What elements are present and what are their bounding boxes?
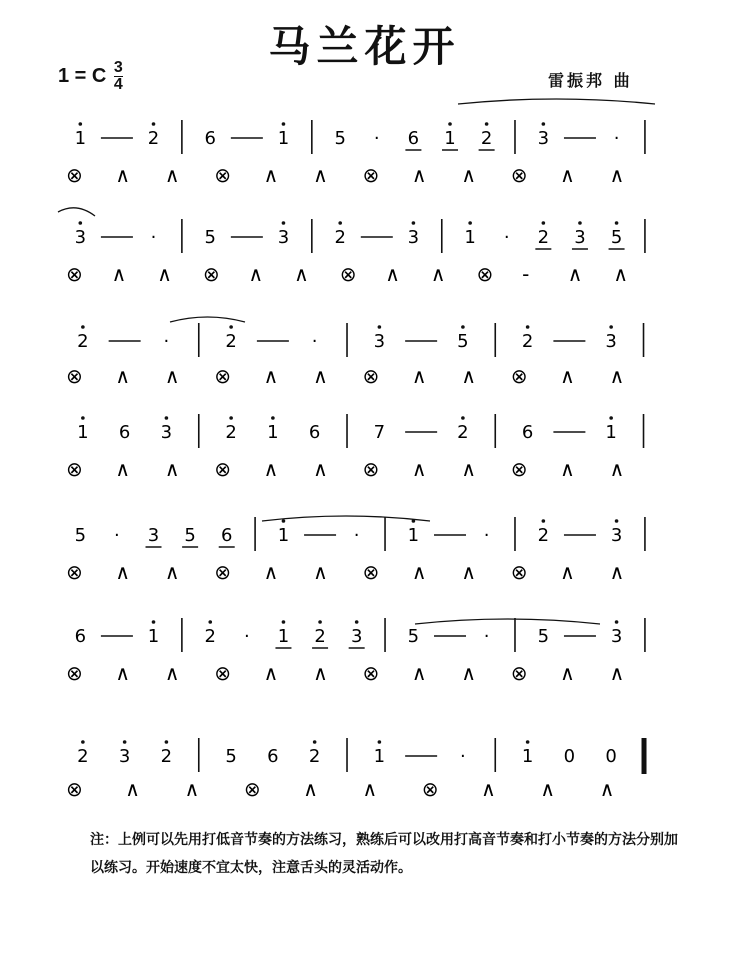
note: 1 xyxy=(407,525,420,546)
augmentation-dot: · xyxy=(503,227,510,248)
high-stroke-mark: ∧ xyxy=(313,163,328,187)
note: 6 xyxy=(74,626,87,647)
high-octave-dot xyxy=(152,122,156,126)
note: 5 xyxy=(204,227,216,248)
low-stroke-mark: ⊗ xyxy=(510,163,528,187)
augmentation-dot: · xyxy=(163,331,170,352)
note: 5 xyxy=(74,525,87,546)
high-octave-dot xyxy=(81,416,85,420)
high-stroke-mark: ∧ xyxy=(248,262,264,286)
augmentation-dot: · xyxy=(483,525,490,546)
high-stroke-mark: ∧ xyxy=(461,457,476,481)
note: 2 xyxy=(334,227,346,248)
high-stroke-mark: ∧ xyxy=(157,262,172,286)
high-stroke-mark: ∧ xyxy=(461,560,476,584)
note: 1 xyxy=(74,128,87,149)
high-stroke-mark: ∧ xyxy=(560,163,575,187)
augmentation-dot: · xyxy=(243,626,250,647)
high-stroke-mark: ∧ xyxy=(609,457,625,481)
low-stroke-mark: ⊗ xyxy=(66,457,83,481)
note: 2 xyxy=(537,525,550,546)
note: 5 xyxy=(225,746,237,767)
high-stroke-mark: ∧ xyxy=(609,364,625,388)
notation-row xyxy=(66,517,645,584)
augmentation-dot: · xyxy=(114,525,120,546)
note: 3 xyxy=(160,422,173,443)
low-stroke-mark: ⊗ xyxy=(214,163,232,187)
high-stroke-mark: ∧ xyxy=(164,560,180,584)
high-stroke-mark: ∧ xyxy=(294,262,309,286)
high-stroke-mark: ∧ xyxy=(263,364,279,388)
high-octave-dot xyxy=(542,122,546,126)
high-octave-dot xyxy=(81,740,85,744)
high-stroke-mark: ∧ xyxy=(303,777,318,801)
note: 1 xyxy=(147,626,160,647)
note: 1 xyxy=(77,422,89,443)
note: 6 xyxy=(204,128,216,149)
high-octave-dot xyxy=(615,519,619,523)
augmentation-dot: · xyxy=(311,331,318,352)
score-title: 马兰花开 xyxy=(268,22,461,71)
high-stroke-mark: ∧ xyxy=(115,560,131,584)
high-stroke-mark: ∧ xyxy=(263,457,279,481)
high-stroke-mark: ∧ xyxy=(461,163,476,187)
note: 2 xyxy=(521,331,534,352)
high-octave-dot xyxy=(81,325,85,329)
high-octave-dot xyxy=(152,620,156,624)
low-stroke-mark: ⊗ xyxy=(510,457,528,481)
high-stroke-mark: ∧ xyxy=(115,364,131,388)
tie-arc xyxy=(170,317,245,322)
high-octave-dot xyxy=(318,620,322,624)
note: 3 xyxy=(574,227,586,248)
high-stroke-mark: ∧ xyxy=(411,560,427,584)
high-stroke-mark: ∧ xyxy=(411,457,427,481)
high-stroke-mark: ∧ xyxy=(313,457,328,481)
note: 5 xyxy=(457,331,469,352)
augmentation-dot: · xyxy=(373,128,380,149)
high-octave-dot xyxy=(165,740,169,744)
low-stroke-mark: ⊗ xyxy=(510,560,528,584)
notation-row xyxy=(66,323,644,388)
note: 2 xyxy=(314,626,326,647)
low-stroke-mark: ⊗ xyxy=(510,661,528,685)
note: 6 xyxy=(308,422,321,443)
note: 6 xyxy=(267,746,279,767)
high-stroke-mark: ∧ xyxy=(411,661,427,685)
low-stroke-mark: ⊗ xyxy=(476,262,494,286)
high-stroke-mark: ∧ xyxy=(313,560,328,584)
augmentation-dot: · xyxy=(150,227,157,248)
low-stroke-mark: ⊗ xyxy=(66,560,83,584)
low-stroke-mark: ⊗ xyxy=(362,163,380,187)
note: 2 xyxy=(160,746,173,767)
note: 6 xyxy=(118,422,131,443)
low-stroke-mark: ⊗ xyxy=(362,560,380,584)
note: 6 xyxy=(521,422,534,443)
high-octave-dot xyxy=(123,740,127,744)
high-stroke-mark: ∧ xyxy=(481,777,496,801)
augmentation-dot: · xyxy=(613,128,620,149)
high-stroke-mark: ∧ xyxy=(115,661,131,685)
high-octave-dot xyxy=(412,221,416,225)
high-stroke-mark: ∧ xyxy=(411,163,427,187)
note: 1 xyxy=(277,128,290,149)
low-stroke-mark: ⊗ xyxy=(214,661,232,685)
low-stroke-mark: ⊗ xyxy=(66,661,83,685)
high-octave-dot xyxy=(229,416,233,420)
high-octave-dot xyxy=(615,221,619,225)
high-stroke-mark: ∧ xyxy=(111,262,127,286)
note: 2 xyxy=(204,626,216,647)
high-stroke-mark: ∧ xyxy=(263,560,279,584)
notation-row xyxy=(66,414,644,481)
notation-row xyxy=(66,618,645,685)
low-stroke-mark: ⊗ xyxy=(66,364,83,388)
note: 3 xyxy=(74,227,87,248)
notation-row xyxy=(66,120,645,187)
note: 5 xyxy=(610,227,623,248)
note: 1 xyxy=(605,422,617,443)
high-stroke-mark: ∧ xyxy=(540,777,556,801)
high-stroke-mark: ∧ xyxy=(461,661,476,685)
note: 3 xyxy=(407,227,420,248)
high-stroke-mark: ∧ xyxy=(560,457,575,481)
time-sig-bottom: 4 xyxy=(113,76,123,93)
high-octave-dot xyxy=(609,416,613,420)
low-stroke-mark: ⊗ xyxy=(510,364,528,388)
high-octave-dot xyxy=(615,620,619,624)
note: 0 xyxy=(563,746,576,767)
note: 1 xyxy=(521,746,534,767)
high-octave-dot xyxy=(461,325,465,329)
high-stroke-mark: ∧ xyxy=(125,777,140,801)
high-stroke-mark: ∧ xyxy=(613,262,629,286)
note: 6 xyxy=(407,128,420,149)
high-stroke-mark: ∧ xyxy=(164,364,180,388)
note: 2 xyxy=(480,128,493,149)
tie-arc xyxy=(415,619,600,624)
high-stroke-mark: - xyxy=(522,262,530,286)
note: 2 xyxy=(225,331,237,352)
time-sig-top: 3 xyxy=(113,59,123,76)
low-stroke-mark: ⊗ xyxy=(66,777,83,801)
high-stroke-mark: ∧ xyxy=(115,457,131,481)
high-stroke-mark: ∧ xyxy=(164,163,180,187)
low-stroke-mark: ⊗ xyxy=(202,262,220,286)
augmentation-dot: · xyxy=(460,746,466,767)
note: 1 xyxy=(464,227,476,248)
note: 2 xyxy=(308,746,321,767)
note: 3 xyxy=(118,746,131,767)
high-stroke-mark: ∧ xyxy=(263,163,279,187)
notation-row xyxy=(66,219,645,286)
high-octave-dot xyxy=(208,620,212,624)
low-stroke-mark: ⊗ xyxy=(214,364,232,388)
note: 1 xyxy=(373,746,386,767)
note: 2 xyxy=(457,422,469,443)
high-stroke-mark: ∧ xyxy=(313,661,328,685)
high-stroke-mark: ∧ xyxy=(313,364,328,388)
high-octave-dot xyxy=(282,221,286,225)
note: 1 xyxy=(277,525,290,546)
high-stroke-mark: ∧ xyxy=(263,661,279,685)
low-stroke-mark: ⊗ xyxy=(362,457,380,481)
note: 5 xyxy=(184,525,196,546)
high-stroke-mark: ∧ xyxy=(560,560,575,584)
high-octave-dot xyxy=(378,740,382,744)
note: 3 xyxy=(350,626,363,647)
note: 3 xyxy=(147,525,160,546)
note: 1 xyxy=(444,128,456,149)
high-octave-dot xyxy=(448,122,452,126)
high-octave-dot xyxy=(355,620,359,624)
low-stroke-mark: ⊗ xyxy=(339,262,357,286)
low-stroke-mark: ⊗ xyxy=(243,777,261,801)
note: 3 xyxy=(373,331,386,352)
high-octave-dot xyxy=(282,519,286,523)
note: 2 xyxy=(225,422,237,443)
note: 0 xyxy=(605,746,617,767)
high-octave-dot xyxy=(79,221,83,225)
high-stroke-mark: ∧ xyxy=(599,777,615,801)
key-label: 1 = C xyxy=(58,64,107,87)
augmentation-dot: · xyxy=(353,525,360,546)
high-stroke-mark: ∧ xyxy=(115,163,131,187)
note: 6 xyxy=(220,525,233,546)
high-octave-dot xyxy=(526,740,530,744)
footnote: 注：上例可以先用打低音节奏的方法练习，熟练后可以改用打高音节奏和打小节奏的方法分别加以练习。开始速度不宜太快，注意舌头的灵活动作。 xyxy=(90,832,678,876)
high-octave-dot xyxy=(271,416,275,420)
note: 2 xyxy=(77,331,89,352)
final-bar-line xyxy=(642,738,647,774)
high-stroke-mark: ∧ xyxy=(567,262,583,286)
high-stroke-mark: ∧ xyxy=(164,661,180,685)
note: 1 xyxy=(267,422,279,443)
high-octave-dot xyxy=(313,740,317,744)
high-octave-dot xyxy=(338,221,342,225)
high-stroke-mark: ∧ xyxy=(184,777,200,801)
tie-arc xyxy=(58,208,95,216)
note: 3 xyxy=(610,626,623,647)
low-stroke-mark: ⊗ xyxy=(66,262,83,286)
augmentation-dot: · xyxy=(483,626,490,647)
high-octave-dot xyxy=(468,221,472,225)
note: 5 xyxy=(334,128,346,149)
low-stroke-mark: ⊗ xyxy=(362,661,380,685)
high-octave-dot xyxy=(79,122,83,126)
note: 3 xyxy=(605,331,617,352)
note: 2 xyxy=(77,746,89,767)
low-stroke-mark: ⊗ xyxy=(214,457,232,481)
note: 1 xyxy=(277,626,290,647)
tie-arc xyxy=(262,516,430,521)
composer: 雷振邦 曲 xyxy=(548,71,633,90)
note: 5 xyxy=(537,626,550,647)
note: 2 xyxy=(537,227,550,248)
high-octave-dot xyxy=(578,221,582,225)
note: 7 xyxy=(373,422,386,443)
high-stroke-mark: ∧ xyxy=(609,661,625,685)
high-stroke-mark: ∧ xyxy=(164,457,180,481)
high-octave-dot xyxy=(165,416,169,420)
high-stroke-mark: ∧ xyxy=(609,163,625,187)
high-stroke-mark: ∧ xyxy=(411,364,427,388)
high-octave-dot xyxy=(378,325,382,329)
high-stroke-mark: ∧ xyxy=(560,364,575,388)
note: 2 xyxy=(147,128,160,149)
high-octave-dot xyxy=(282,620,286,624)
high-octave-dot xyxy=(282,122,286,126)
notation-row xyxy=(66,738,647,801)
note: 3 xyxy=(277,227,290,248)
high-stroke-mark: ∧ xyxy=(461,364,476,388)
high-octave-dot xyxy=(526,325,530,329)
high-octave-dot xyxy=(542,519,546,523)
low-stroke-mark: ⊗ xyxy=(214,560,232,584)
high-octave-dot xyxy=(542,221,546,225)
high-stroke-mark: ∧ xyxy=(430,262,446,286)
high-stroke-mark: ∧ xyxy=(560,661,575,685)
high-octave-dot xyxy=(229,325,233,329)
low-stroke-mark: ⊗ xyxy=(362,364,380,388)
high-octave-dot xyxy=(485,122,489,126)
low-stroke-mark: ⊗ xyxy=(421,777,439,801)
high-stroke-mark: ∧ xyxy=(385,262,400,286)
note: 5 xyxy=(407,626,420,647)
high-stroke-mark: ∧ xyxy=(362,777,378,801)
note: 3 xyxy=(610,525,623,546)
note: 3 xyxy=(537,128,550,149)
high-stroke-mark: ∧ xyxy=(609,560,625,584)
high-octave-dot xyxy=(461,416,465,420)
high-octave-dot xyxy=(609,325,613,329)
low-stroke-mark: ⊗ xyxy=(66,163,83,187)
tie-arc xyxy=(458,99,655,104)
